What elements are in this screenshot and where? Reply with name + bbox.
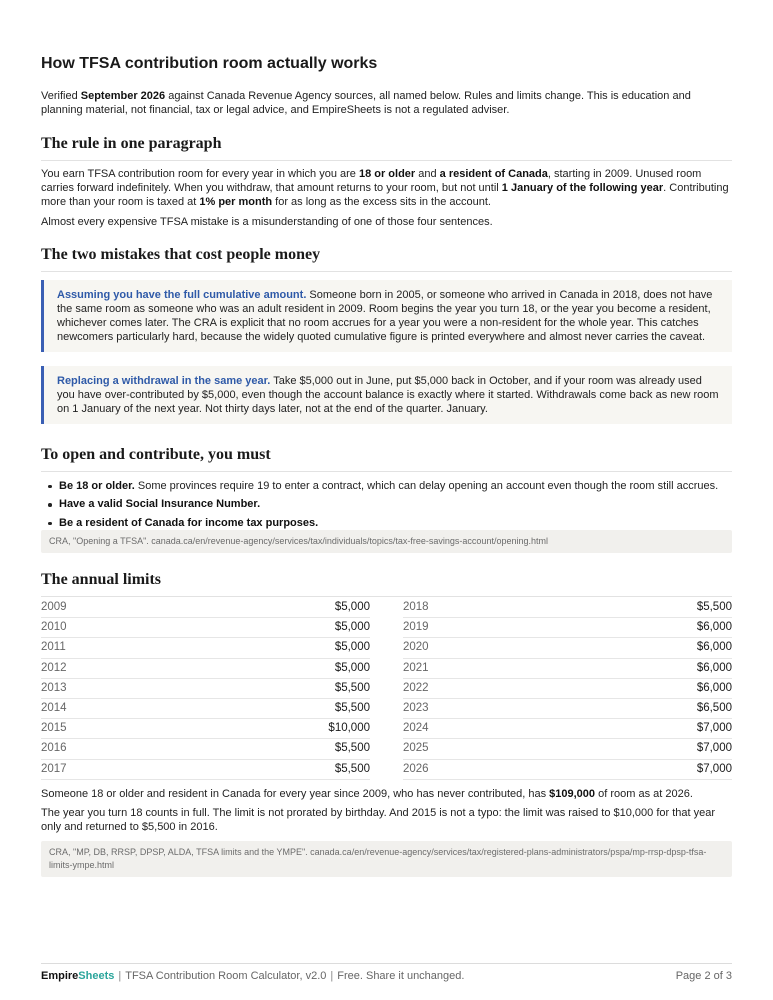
limits-note-text: Someone 18 or older and resident in Canada for every year since 2009, who has never contributed, has <box>41 788 550 800</box>
limits-note-text: of room as at 2026. <box>595 788 693 800</box>
intro-verified-date: September 2026 <box>80 90 166 102</box>
limit-year: 2026 <box>403 762 429 775</box>
table-row <box>403 638 732 658</box>
footer-tagline: Free. Share it unchanged. <box>337 970 465 982</box>
rule-text: and <box>415 167 440 180</box>
limit-amount: $5,000 <box>334 621 370 634</box>
limit-year: 2024 <box>403 722 429 735</box>
limit-year: 2019 <box>403 621 429 634</box>
limit-year: 2010 <box>41 621 67 634</box>
limits-column-left <box>41 598 370 780</box>
requirement-bold: Be 18 or older. <box>59 479 135 492</box>
footer-left <box>41 969 464 983</box>
limits-table <box>41 598 732 780</box>
limit-year: 2013 <box>41 681 67 694</box>
footer-separator: | <box>330 970 334 982</box>
rule-heading: The rule in one paragraph <box>41 134 732 161</box>
requirement-bold: Have a valid Social Insurance Number. <box>59 498 261 511</box>
mistake-callout <box>41 280 732 352</box>
rule-bold: 1% per month <box>199 195 273 208</box>
table-row <box>41 598 370 618</box>
limit-year: 2012 <box>41 661 67 674</box>
table-row <box>403 699 732 719</box>
product-name: TFSA Contribution Room Calculator, v2.0 <box>125 970 327 982</box>
limit-amount: $5,500 <box>334 701 370 714</box>
mistake-lead: Replacing a withdrawal in the same year. <box>57 375 271 387</box>
table-row <box>403 719 732 739</box>
rule-paragraph <box>41 167 732 209</box>
mistake-text: Someone born in 2005, or someone who arrived in Canada in 2018, does not have the same room as someone who was an adult resident in 2009. Room begins the year you turn 18, or the year you become a resident, whichever comes later. The CRA is explicit that no room accrues for a year you were a non-resident for the whole year. This catches newcomers particularly hard, because the widely quoted cumulative figure is printed everywhere and almost never carries the caveat. <box>57 289 713 343</box>
table-row <box>41 719 370 739</box>
table-row <box>41 739 370 759</box>
list-item <box>41 479 732 493</box>
source-note: CRA, "Opening a TFSA". canada.ca/en/revenue-agency/services/tax/individuals/topics/tax-free-savings-account/opening.html <box>41 530 732 553</box>
limit-amount: $5,500 <box>696 601 732 613</box>
table-row <box>41 760 370 780</box>
table-row <box>41 679 370 699</box>
limit-amount: $5,000 <box>334 641 370 654</box>
limit-amount: $5,500 <box>334 681 370 694</box>
requirements-list <box>41 479 732 530</box>
table-row <box>403 739 732 759</box>
limit-year: 2009 <box>41 601 67 613</box>
mistake-callout <box>41 366 732 424</box>
mistake-lead: Assuming you have the full cumulative amount. <box>57 289 307 301</box>
limits-note <box>41 787 732 801</box>
page-title: How TFSA contribution room actually works <box>41 55 378 72</box>
table-row <box>41 638 370 658</box>
table-row <box>403 679 732 699</box>
limits-heading: The annual limits <box>41 570 732 597</box>
limit-year: 2025 <box>403 742 429 755</box>
limit-amount: $7,000 <box>696 722 732 735</box>
limit-amount: $7,000 <box>696 762 732 775</box>
requirement-bold: Be a resident of Canada for income tax purposes. <box>59 516 319 529</box>
table-row <box>41 699 370 719</box>
intro-paragraph <box>41 89 731 117</box>
limit-year: 2016 <box>41 742 67 755</box>
rule-text: , starting in 2009. Unused room carries forward indefinitely. When you withdraw, that amount returns to your room, but not until <box>41 167 702 194</box>
limit-year: 2014 <box>41 701 67 714</box>
limit-amount: $5,000 <box>334 601 370 613</box>
rule-text: . Contributing more than your room is taxed at <box>41 181 729 208</box>
rule-section <box>41 134 732 229</box>
limits-column-right <box>403 598 732 780</box>
table-row <box>403 760 732 780</box>
limit-amount: $6,000 <box>696 681 732 694</box>
brand-name-accent: Sheets <box>78 970 115 982</box>
limit-amount: $5,500 <box>334 762 370 775</box>
limit-year: 2017 <box>41 762 67 775</box>
limit-amount: $10,000 <box>328 722 370 735</box>
limit-amount: $6,000 <box>696 641 732 654</box>
limit-year: 2015 <box>41 722 67 735</box>
limit-year: 2020 <box>403 641 429 654</box>
footer-separator: | <box>118 970 122 982</box>
table-row <box>403 618 732 638</box>
open-heading: To open and contribute, you must <box>41 445 732 472</box>
brand-name: Empire <box>41 970 79 982</box>
intro-text-1: Verified <box>41 90 81 102</box>
limit-year: 2022 <box>403 681 429 694</box>
intro-text-2: against Canada Revenue Agency sources, all named below. Rules and limits change. This is education and planning material, not financial, tax or legal advice, and EmpireSheets is not a regulated adviser. <box>41 90 691 116</box>
limit-amount: $6,000 <box>696 661 732 674</box>
limit-year: 2011 <box>41 641 66 654</box>
rule-text: You earn TFSA contribution room for every year in which you are <box>41 167 359 180</box>
total-room-value: $109,000 <box>549 788 596 800</box>
limit-amount: $5,500 <box>334 742 370 755</box>
limit-amount: $6,000 <box>696 621 732 634</box>
rule-summary: Almost every expensive TFSA mistake is a misunderstanding of one of those four sentences. <box>41 215 493 228</box>
page-number: Page 2 of 3 <box>675 970 732 982</box>
mistakes-heading: The two mistakes that cost people money <box>41 245 732 272</box>
table-row <box>41 618 370 638</box>
source-note: CRA, "MP, DB, RRSP, DPSP, ALDA, TFSA limits and the YMPE". canada.ca/en/revenue-agency/services/tax/registered-plans-administrators/pspa/mp-rrsp-dpsp-tfsa-limits-ympe.html <box>41 841 732 877</box>
limit-amount: $6,500 <box>696 701 732 714</box>
limit-year: 2023 <box>403 701 429 714</box>
table-row <box>403 659 732 679</box>
table-row <box>403 598 732 618</box>
requirement-text: Some provinces require 19 to enter a contract, which can delay opening an account even though the room still accrues. <box>134 479 719 492</box>
limit-year: 2018 <box>403 601 429 613</box>
limits-section <box>41 570 732 597</box>
limit-amount: $5,000 <box>334 661 370 674</box>
mistake-text: Take $5,000 out in June, put $5,000 back in October, and if your room was already used you have over-contributed by $5,000, even though the account balance is exactly where it started. Withdrawals come back as new room on 1 January of the next year. Not thirty days later, not at the end of the quarter. January. <box>57 375 719 415</box>
limit-year: 2021 <box>403 661 429 674</box>
mistakes-section <box>41 245 732 272</box>
rule-bold: a resident of Canada <box>439 167 548 180</box>
limit-amount: $7,000 <box>696 742 732 755</box>
rule-text: for as long as the excess sits in the account. <box>272 195 491 208</box>
list-item <box>41 497 732 511</box>
rule-bold: 1 January of the following year <box>501 181 664 194</box>
rule-bold: 18 or older <box>358 167 416 180</box>
list-item <box>41 516 732 530</box>
limits-note-2: The year you turn 18 counts in full. The limit is not prorated by birthday. And 2015 is not a typo: the limit was raised to $10,000 for that year only and returned to $5,500 in 2016. <box>41 807 716 833</box>
table-row <box>41 659 370 679</box>
page-footer <box>41 963 732 983</box>
open-section <box>41 445 732 534</box>
